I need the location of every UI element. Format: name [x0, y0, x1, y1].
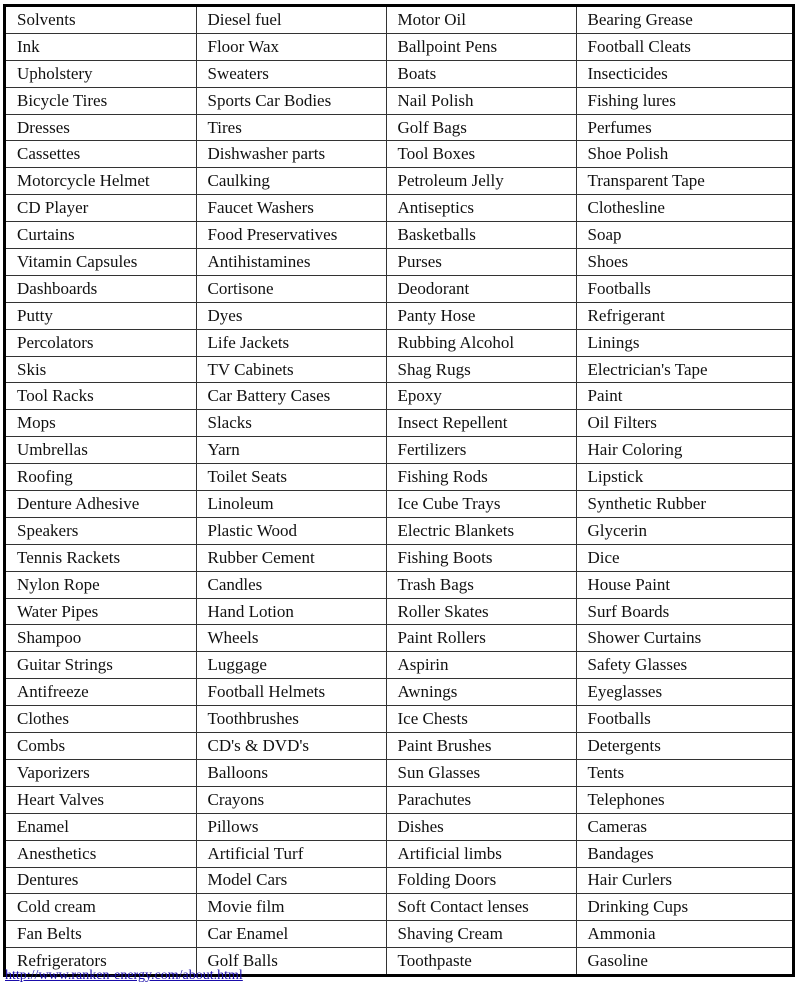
- table-cell: Slacks: [196, 410, 386, 437]
- table-cell: Vaporizers: [6, 759, 196, 786]
- table-cell: Solvents: [6, 7, 196, 33]
- table-row: [6, 356, 792, 383]
- table-cell: Transparent Tape: [576, 168, 792, 195]
- table-cell: Dishwasher parts: [196, 141, 386, 168]
- table-cell: Toothpaste: [386, 948, 576, 974]
- table-cell: Tires: [196, 114, 386, 141]
- table-cell: Epoxy: [386, 383, 576, 410]
- table-cell: TV Cabinets: [196, 356, 386, 383]
- table-row: [6, 652, 792, 679]
- table-cell: Paint Brushes: [386, 733, 576, 760]
- table-cell: Hair Curlers: [576, 867, 792, 894]
- products-table-body: [6, 7, 792, 974]
- table-cell: House Paint: [576, 571, 792, 598]
- table-cell: Bandages: [576, 840, 792, 867]
- table-cell: Antihistamines: [196, 249, 386, 276]
- table-cell: Linoleum: [196, 491, 386, 518]
- table-cell: Nail Polish: [386, 87, 576, 114]
- table-cell: Denture Adhesive: [6, 491, 196, 518]
- table-cell: Percolators: [6, 329, 196, 356]
- table-row: [6, 383, 792, 410]
- table-cell: Putty: [6, 302, 196, 329]
- table-cell: Panty Hose: [386, 302, 576, 329]
- table-row: [6, 275, 792, 302]
- table-row: [6, 33, 792, 60]
- products-table-frame: [3, 4, 795, 977]
- table-row: [6, 141, 792, 168]
- table-cell: Skis: [6, 356, 196, 383]
- table-row: [6, 168, 792, 195]
- table-row: [6, 867, 792, 894]
- table-cell: Tents: [576, 759, 792, 786]
- table-cell: Oil Filters: [576, 410, 792, 437]
- table-row: [6, 894, 792, 921]
- table-cell: Gasoline: [576, 948, 792, 974]
- table-cell: Drinking Cups: [576, 894, 792, 921]
- table-row: [6, 921, 792, 948]
- table-cell: Caulking: [196, 168, 386, 195]
- table-cell: Car Enamel: [196, 921, 386, 948]
- table-cell: Shoe Polish: [576, 141, 792, 168]
- table-cell: Nylon Rope: [6, 571, 196, 598]
- table-cell: Footballs: [576, 706, 792, 733]
- table-cell: Detergents: [576, 733, 792, 760]
- table-cell: Perfumes: [576, 114, 792, 141]
- table-cell: Fan Belts: [6, 921, 196, 948]
- table-cell: Refrigerant: [576, 302, 792, 329]
- table-cell: Glycerin: [576, 517, 792, 544]
- table-cell: Food Preservatives: [196, 222, 386, 249]
- table-cell: Fishing Boots: [386, 544, 576, 571]
- table-cell: Hand Lotion: [196, 598, 386, 625]
- table-row: [6, 114, 792, 141]
- table-cell: Enamel: [6, 813, 196, 840]
- table-row: [6, 491, 792, 518]
- table-cell: Roller Skates: [386, 598, 576, 625]
- table-cell: Tool Racks: [6, 383, 196, 410]
- table-row: [6, 249, 792, 276]
- table-cell: Anesthetics: [6, 840, 196, 867]
- table-cell: Candles: [196, 571, 386, 598]
- table-cell: Hair Coloring: [576, 437, 792, 464]
- table-cell: Toothbrushes: [196, 706, 386, 733]
- table-cell: Petroleum Jelly: [386, 168, 576, 195]
- table-cell: Antifreeze: [6, 679, 196, 706]
- table-cell: Eyeglasses: [576, 679, 792, 706]
- table-cell: Dentures: [6, 867, 196, 894]
- table-cell: Water Pipes: [6, 598, 196, 625]
- table-cell: Clothes: [6, 706, 196, 733]
- table-cell: Ballpoint Pens: [386, 33, 576, 60]
- table-cell: Mops: [6, 410, 196, 437]
- table-row: [6, 544, 792, 571]
- table-cell: Yarn: [196, 437, 386, 464]
- table-cell: Curtains: [6, 222, 196, 249]
- table-row: [6, 517, 792, 544]
- table-cell: Diesel fuel: [196, 7, 386, 33]
- table-row: [6, 571, 792, 598]
- table-row: [6, 786, 792, 813]
- table-row: [6, 840, 792, 867]
- table-cell: Cassettes: [6, 141, 196, 168]
- table-cell: Clothesline: [576, 195, 792, 222]
- table-cell: CD Player: [6, 195, 196, 222]
- table-cell: Telephones: [576, 786, 792, 813]
- table-cell: Shaving Cream: [386, 921, 576, 948]
- products-table: [6, 7, 792, 974]
- table-cell: Vitamin Capsules: [6, 249, 196, 276]
- table-cell: Upholstery: [6, 60, 196, 87]
- table-cell: Rubbing Alcohol: [386, 329, 576, 356]
- table-row: [6, 7, 792, 33]
- table-cell: Refrigerators: [6, 948, 196, 974]
- table-row: [6, 464, 792, 491]
- table-cell: Dyes: [196, 302, 386, 329]
- table-cell: Cortisone: [196, 275, 386, 302]
- table-cell: Umbrellas: [6, 437, 196, 464]
- table-row: [6, 437, 792, 464]
- table-row: [6, 679, 792, 706]
- table-cell: Ink: [6, 33, 196, 60]
- table-cell: Football Cleats: [576, 33, 792, 60]
- table-cell: Guitar Strings: [6, 652, 196, 679]
- table-row: [6, 195, 792, 222]
- table-cell: Ice Chests: [386, 706, 576, 733]
- table-cell: Linings: [576, 329, 792, 356]
- table-cell: Life Jackets: [196, 329, 386, 356]
- table-cell: Plastic Wood: [196, 517, 386, 544]
- table-cell: Cameras: [576, 813, 792, 840]
- table-cell: Insecticides: [576, 60, 792, 87]
- table-row: [6, 625, 792, 652]
- table-cell: Tool Boxes: [386, 141, 576, 168]
- table-cell: Ice Cube Trays: [386, 491, 576, 518]
- table-cell: Floor Wax: [196, 33, 386, 60]
- table-cell: Golf Balls: [196, 948, 386, 974]
- table-cell: Surf Boards: [576, 598, 792, 625]
- table-cell: Lipstick: [576, 464, 792, 491]
- table-cell: Golf Bags: [386, 114, 576, 141]
- table-cell: Aspirin: [386, 652, 576, 679]
- table-cell: Model Cars: [196, 867, 386, 894]
- table-cell: Bicycle Tires: [6, 87, 196, 114]
- table-cell: Sun Glasses: [386, 759, 576, 786]
- source-link[interactable]: http://www.ranken-energy.com/about.html: [5, 968, 243, 983]
- table-cell: Ammonia: [576, 921, 792, 948]
- table-cell: Luggage: [196, 652, 386, 679]
- table-row: [6, 706, 792, 733]
- table-cell: Rubber Cement: [196, 544, 386, 571]
- table-cell: Crayons: [196, 786, 386, 813]
- table-cell: Heart Valves: [6, 786, 196, 813]
- table-cell: Paint: [576, 383, 792, 410]
- table-cell: Parachutes: [386, 786, 576, 813]
- table-row: [6, 302, 792, 329]
- table-cell: Football Helmets: [196, 679, 386, 706]
- table-cell: Dashboards: [6, 275, 196, 302]
- table-cell: Folding Doors: [386, 867, 576, 894]
- table-cell: Shower Curtains: [576, 625, 792, 652]
- table-cell: Sweaters: [196, 60, 386, 87]
- table-cell: Awnings: [386, 679, 576, 706]
- table-cell: Purses: [386, 249, 576, 276]
- table-cell: Roofing: [6, 464, 196, 491]
- table-cell: Deodorant: [386, 275, 576, 302]
- table-cell: Electrician's Tape: [576, 356, 792, 383]
- table-cell: Soap: [576, 222, 792, 249]
- table-cell: Soft Contact lenses: [386, 894, 576, 921]
- table-cell: Fertilizers: [386, 437, 576, 464]
- table-cell: Balloons: [196, 759, 386, 786]
- table-cell: Cold cream: [6, 894, 196, 921]
- table-cell: Artificial limbs: [386, 840, 576, 867]
- table-row: [6, 410, 792, 437]
- table-cell: Dice: [576, 544, 792, 571]
- table-row: [6, 87, 792, 114]
- table-cell: Fishing lures: [576, 87, 792, 114]
- table-cell: Fishing Rods: [386, 464, 576, 491]
- table-cell: Bearing Grease: [576, 7, 792, 33]
- table-cell: Dishes: [386, 813, 576, 840]
- table-row: [6, 60, 792, 87]
- table-cell: Paint Rollers: [386, 625, 576, 652]
- table-row: [6, 598, 792, 625]
- table-cell: Combs: [6, 733, 196, 760]
- table-cell: Faucet Washers: [196, 195, 386, 222]
- table-row: [6, 329, 792, 356]
- table-cell: Motor Oil: [386, 7, 576, 33]
- table-cell: CD's & DVD's: [196, 733, 386, 760]
- table-cell: Motorcycle Helmet: [6, 168, 196, 195]
- table-cell: Tennis Rackets: [6, 544, 196, 571]
- table-cell: Sports Car Bodies: [196, 87, 386, 114]
- table-cell: Electric Blankets: [386, 517, 576, 544]
- table-cell: Wheels: [196, 625, 386, 652]
- table-cell: Footballs: [576, 275, 792, 302]
- table-cell: Trash Bags: [386, 571, 576, 598]
- table-row: [6, 759, 792, 786]
- table-cell: Antiseptics: [386, 195, 576, 222]
- table-cell: Shoes: [576, 249, 792, 276]
- table-cell: Insect Repellent: [386, 410, 576, 437]
- table-cell: Dresses: [6, 114, 196, 141]
- table-cell: Safety Glasses: [576, 652, 792, 679]
- table-cell: Speakers: [6, 517, 196, 544]
- table-cell: Artificial Turf: [196, 840, 386, 867]
- table-cell: Shampoo: [6, 625, 196, 652]
- table-cell: Pillows: [196, 813, 386, 840]
- table-cell: Car Battery Cases: [196, 383, 386, 410]
- table-cell: Boats: [386, 60, 576, 87]
- table-row: [6, 813, 792, 840]
- table-cell: Basketballs: [386, 222, 576, 249]
- table-cell: Shag Rugs: [386, 356, 576, 383]
- table-row: [6, 222, 792, 249]
- table-row: [6, 733, 792, 760]
- table-cell: Synthetic Rubber: [576, 491, 792, 518]
- table-cell: Toilet Seats: [196, 464, 386, 491]
- table-cell: Movie film: [196, 894, 386, 921]
